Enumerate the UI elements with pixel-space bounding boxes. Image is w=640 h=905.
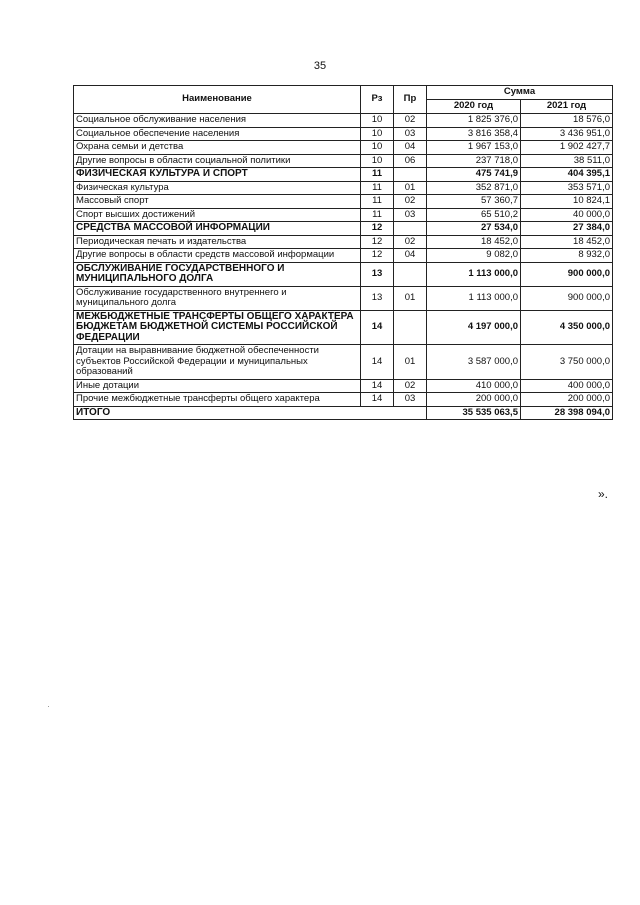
row-name: Другие вопросы в области социальной политики <box>74 154 361 168</box>
row-2020: 3 816 358,4 <box>427 127 521 141</box>
row-pr: 02 <box>394 379 427 393</box>
table-row <box>74 208 613 222</box>
row-pr <box>394 168 427 182</box>
row-pr <box>394 222 427 236</box>
row-2020: 410 000,0 <box>427 379 521 393</box>
header-rz: Рз <box>361 86 394 114</box>
header-year-2020: 2020 год <box>427 100 521 114</box>
row-2021: 4 350 000,0 <box>521 310 613 345</box>
row-2020: 1 113 000,0 <box>427 286 521 310</box>
table-row <box>74 222 613 236</box>
row-2021: 38 511,0 <box>521 154 613 168</box>
row-2021: 18 452,0 <box>521 235 613 249</box>
table-row <box>74 181 613 195</box>
row-2020: 352 871,0 <box>427 181 521 195</box>
table-body <box>74 114 613 407</box>
row-2021: 900 000,0 <box>521 262 613 286</box>
row-name: МЕЖБЮДЖЕТНЫЕ ТРАНСФЕРТЫ ОБЩЕГО ХАРАКТЕРА БЮДЖЕТАМ БЮДЖЕТНОЙ СИСТЕМЫ РОССИЙСКОЙ ФЕДЕРАЦИИ <box>74 310 361 345</box>
row-name: ФИЗИЧЕСКАЯ КУЛЬТУРА И СПОРТ <box>74 168 361 182</box>
row-name: Массовый спорт <box>74 195 361 209</box>
header-pr: Пр <box>394 86 427 114</box>
row-pr: 03 <box>394 393 427 407</box>
table-row <box>74 235 613 249</box>
row-pr: 03 <box>394 208 427 222</box>
total-row <box>74 406 613 420</box>
row-pr: 04 <box>394 249 427 263</box>
row-2020: 200 000,0 <box>427 393 521 407</box>
row-rz: 12 <box>361 249 394 263</box>
row-name: Прочие межбюджетные трансферты общего характера <box>74 393 361 407</box>
closing-quote-mark: ». <box>598 487 609 501</box>
row-2020: 18 452,0 <box>427 235 521 249</box>
row-rz: 11 <box>361 168 394 182</box>
scan-speck <box>48 706 49 707</box>
row-2021: 18 576,0 <box>521 114 613 128</box>
row-pr: 06 <box>394 154 427 168</box>
row-name: Периодическая печать и издательства <box>74 235 361 249</box>
total-2021: 28 398 094,0 <box>521 406 613 420</box>
row-2020: 57 360,7 <box>427 195 521 209</box>
row-2021: 3 750 000,0 <box>521 345 613 380</box>
row-rz: 12 <box>361 235 394 249</box>
row-rz: 10 <box>361 141 394 155</box>
row-2020: 27 534,0 <box>427 222 521 236</box>
row-name: Другие вопросы в области средств массовой информации <box>74 249 361 263</box>
table-row <box>74 168 613 182</box>
table-row <box>74 195 613 209</box>
row-2020: 9 082,0 <box>427 249 521 263</box>
row-2021: 27 384,0 <box>521 222 613 236</box>
row-name: Физическая культура <box>74 181 361 195</box>
row-rz: 11 <box>361 195 394 209</box>
row-2020: 237 718,0 <box>427 154 521 168</box>
row-2021: 400 000,0 <box>521 379 613 393</box>
row-2021: 200 000,0 <box>521 393 613 407</box>
row-name: Обслуживание государственного внутреннего и муниципального долга <box>74 286 361 310</box>
row-pr: 01 <box>394 345 427 380</box>
budget-table <box>73 85 613 420</box>
row-pr <box>394 310 427 345</box>
row-2021: 8 932,0 <box>521 249 613 263</box>
table-row <box>74 345 613 380</box>
row-name: Спорт высших достижений <box>74 208 361 222</box>
row-rz: 10 <box>361 154 394 168</box>
table-row <box>74 249 613 263</box>
row-2020: 4 197 000,0 <box>427 310 521 345</box>
row-rz: 11 <box>361 181 394 195</box>
header-sum: Сумма <box>427 86 613 100</box>
row-name: СРЕДСТВА МАССОВОЙ ИНФОРМАЦИИ <box>74 222 361 236</box>
total-2020: 35 535 063,5 <box>427 406 521 420</box>
row-name: ОБСЛУЖИВАНИЕ ГОСУДАРСТВЕННОГО И МУНИЦИПАЛЬНОГО ДОЛГА <box>74 262 361 286</box>
row-rz: 13 <box>361 286 394 310</box>
page-number: 35 <box>313 60 327 72</box>
row-pr: 02 <box>394 235 427 249</box>
header-year-2021: 2021 год <box>521 100 613 114</box>
row-pr <box>394 262 427 286</box>
row-pr: 03 <box>394 127 427 141</box>
table-row <box>74 114 613 128</box>
row-2020: 475 741,9 <box>427 168 521 182</box>
row-2021: 353 571,0 <box>521 181 613 195</box>
row-pr: 02 <box>394 114 427 128</box>
row-2020: 1 825 376,0 <box>427 114 521 128</box>
row-name: Социальное обеспечение населения <box>74 127 361 141</box>
row-2020: 1 967 153,0 <box>427 141 521 155</box>
total-label: ИТОГО <box>74 406 427 420</box>
table-row <box>74 262 613 286</box>
row-pr: 04 <box>394 141 427 155</box>
row-rz: 13 <box>361 262 394 286</box>
row-rz: 12 <box>361 222 394 236</box>
row-rz: 14 <box>361 345 394 380</box>
row-2021: 10 824,1 <box>521 195 613 209</box>
row-name: Охрана семьи и детства <box>74 141 361 155</box>
row-rz: 10 <box>361 127 394 141</box>
table-row <box>74 154 613 168</box>
table-row <box>74 393 613 407</box>
table-row <box>74 379 613 393</box>
row-name: Иные дотации <box>74 379 361 393</box>
table-row <box>74 141 613 155</box>
row-name: Дотации на выравнивание бюджетной обеспеченности субъектов Российской Федерации и муниципальных образований <box>74 345 361 380</box>
row-2020: 1 113 000,0 <box>427 262 521 286</box>
row-2020: 3 587 000,0 <box>427 345 521 380</box>
row-pr: 01 <box>394 286 427 310</box>
row-2020: 65 510,2 <box>427 208 521 222</box>
header-name: Наименование <box>74 86 361 114</box>
row-rz: 14 <box>361 393 394 407</box>
row-rz: 10 <box>361 114 394 128</box>
row-2021: 3 436 951,0 <box>521 127 613 141</box>
row-2021: 404 395,1 <box>521 168 613 182</box>
row-rz: 11 <box>361 208 394 222</box>
row-rz: 14 <box>361 310 394 345</box>
table-row <box>74 127 613 141</box>
row-name: Социальное обслуживание населения <box>74 114 361 128</box>
table-row <box>74 310 613 345</box>
row-2021: 40 000,0 <box>521 208 613 222</box>
row-2021: 900 000,0 <box>521 286 613 310</box>
table-row <box>74 286 613 310</box>
row-2021: 1 902 427,7 <box>521 141 613 155</box>
row-pr: 01 <box>394 181 427 195</box>
row-pr: 02 <box>394 195 427 209</box>
row-rz: 14 <box>361 379 394 393</box>
